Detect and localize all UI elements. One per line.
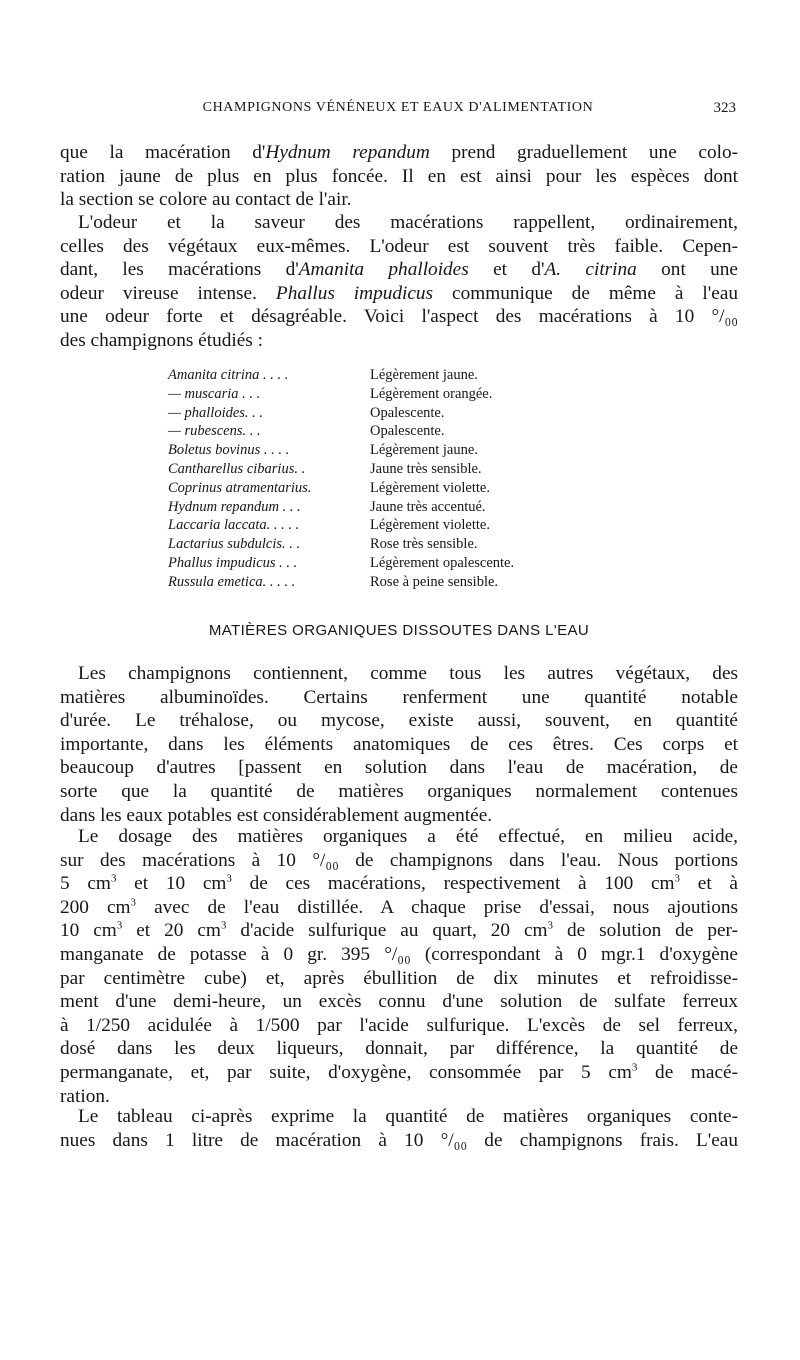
text-line: que la macération d'Hydnum repandum prend graduellement une colo- <box>60 142 738 163</box>
text-line: Le dosage des matières organiques a été effectué, en milieu acide, <box>78 826 738 847</box>
table-row <box>168 441 588 460</box>
text-line: ment d'une demi-heure, un excès connu d'une solution de sulfate ferreux <box>60 991 738 1013</box>
table-row <box>168 573 588 592</box>
paragraph-4 <box>60 825 738 1108</box>
species-name: Lactarius subdulcis. . . <box>168 536 301 553</box>
running-head <box>60 100 736 120</box>
text-line: odeur vireuse intense. Phallus impudicus communique de même à l'eau <box>60 282 739 304</box>
text-line: sorte que la quantité de matières organiques normalement contenues <box>60 780 738 802</box>
text-line: ration. <box>60 1085 110 1107</box>
paragraph-5 <box>60 1105 738 1152</box>
text-line: celles des végétaux eux-mêmes. L'odeur est souvent très faible. Cepen- <box>60 235 738 257</box>
text-line: permanganate, et, par suite, d'oxygène, consommée par 5 $cm^3$ de macé- <box>60 1061 738 1083</box>
text-line: ration jaune de plus en plus foncée. Il en est ainsi pour les espèces dont <box>60 165 738 187</box>
text-line: Les champignons contiennent, comme tous les autres végétaux, des <box>78 663 738 684</box>
paragraph-3 <box>60 662 738 827</box>
species-name: Amanita citrina . . . . <box>168 367 289 383</box>
text-line: Le tableau ci-après exprime la quantité de matières organiques conte- <box>78 1106 738 1127</box>
running-title: CHAMPIGNONS VÉNÉNEUX ET EAUX D'ALIMENTATION <box>202 100 594 115</box>
text-line: dosé dans les deux liqueurs, donnait, par différence, la quantité de <box>60 1038 738 1060</box>
table-row <box>168 535 588 554</box>
text-line: la section se colore au contact de l'air. <box>60 189 352 211</box>
table-row <box>168 422 588 441</box>
table-row <box>168 366 588 385</box>
table-row <box>168 479 588 498</box>
text-line: dant, les macérations d'Amanita phalloides et d'A. citrina ont une <box>60 259 738 281</box>
text-line: à 1/250 acidulée à 1/500 par l'acide sulfurique. L'excès de sel ferreux, <box>60 1014 738 1036</box>
text-line: dans les eaux potables est considérablement augmentée. <box>60 804 493 826</box>
species-name: Laccaria laccata. . . . . <box>168 517 300 534</box>
species-name: — rubescens. . . <box>168 423 261 440</box>
text-line: d'urée. Le tréhalose, ou mycose, existe aussi, souvent, en quantité <box>60 710 738 732</box>
species-name: Hydnum repandum . . . <box>168 498 301 515</box>
maceration-aspect: Opalescente. <box>370 423 445 440</box>
text-line: L'odeur et la saveur des macérations rappellent, ordinairement, <box>78 212 738 233</box>
maceration-aspect: Jaune très sensible. <box>370 460 482 477</box>
maceration-aspect: Légèrement violette. <box>370 479 490 496</box>
text-line: des champignons étudiés : <box>60 329 263 351</box>
text-line: matières albuminoïdes. Certains renferment une quantité notable <box>60 686 738 708</box>
maceration-aspect: Rose à peine sensible. <box>370 573 499 590</box>
maceration-aspect: Légèrement jaune. <box>370 367 478 383</box>
text-line: sur des macérations à 10 °/₀₀ de champignons dans l'eau. Nous portions <box>60 849 738 871</box>
section-heading: MATIÈRES ORGANIQUES DISSOUTES DANS L'EAU <box>208 622 590 639</box>
maceration-aspect: Légèrement opalescente. <box>370 554 515 571</box>
text-line: par centimètre cube) et, après ébullition de dix minutes et refroidisse- <box>60 967 738 989</box>
species-name: Boletus bovinus . . . . <box>168 442 290 459</box>
species-name: Russula emetica. . . . . <box>168 573 296 590</box>
page-number: 323 <box>713 100 736 116</box>
text-line: une odeur forte et désagréable. Voici l'aspect des macérations à 10 °/₀₀ <box>60 306 738 328</box>
maceration-aspect: Légèrement jaune. <box>370 442 478 459</box>
table-row <box>168 554 588 573</box>
paragraph-1 <box>60 141 738 212</box>
text-line: beaucoup d'autres [passent en solution dans l'eau de macération, de <box>60 757 738 779</box>
table-row <box>168 516 588 535</box>
maceration-aspect: Opalescente. <box>370 404 445 421</box>
species-name: — muscaria . . . <box>168 385 261 402</box>
text-line: 5 $cm^3$ et 10 $cm^3$ de ces macérations, respectivement à 100 $cm^3$ et à <box>60 872 738 895</box>
maceration-aspect: Jaune très accentué. <box>370 498 486 515</box>
species-name: — phalloides. . . <box>168 404 264 421</box>
maceration-aspect: Légèrement orangée. <box>370 385 493 402</box>
paragraph-2 <box>60 211 738 353</box>
table-row <box>168 498 588 517</box>
text-line: manganate de potasse à 0 gr. 395 °/₀₀ (correspondant à 0 mgr.1 d'oxygène <box>60 943 738 965</box>
text-line: importante, dans les éléments anatomiques de ces êtres. Ces corps et <box>60 733 738 755</box>
maceration-aspect: Rose très sensible. <box>370 536 478 553</box>
table-row <box>168 385 588 404</box>
table-row <box>168 460 588 479</box>
species-name: Phallus impudicus . . . <box>168 554 298 571</box>
species-name: Cantharellus cibarius. . <box>168 460 306 477</box>
maceration-aspect: Légèrement violette. <box>370 517 490 534</box>
text-line: nues dans 1 litre de macération à 10 °/₀₀ de champignons frais. L'eau <box>60 1129 738 1151</box>
text-line: 200 $cm^3$ avec de l'eau distillée. A chaque prise d'essai, nous ajoutions <box>60 896 738 918</box>
species-name: Coprinus atramentarius. <box>168 479 312 496</box>
species-table <box>168 366 588 592</box>
text-line: 10 $cm^3$ et 20 $cm^3$ d'acide sulfurique au quart, 20 $cm^3$ de solution de per- <box>60 919 738 942</box>
table-row <box>168 404 588 423</box>
